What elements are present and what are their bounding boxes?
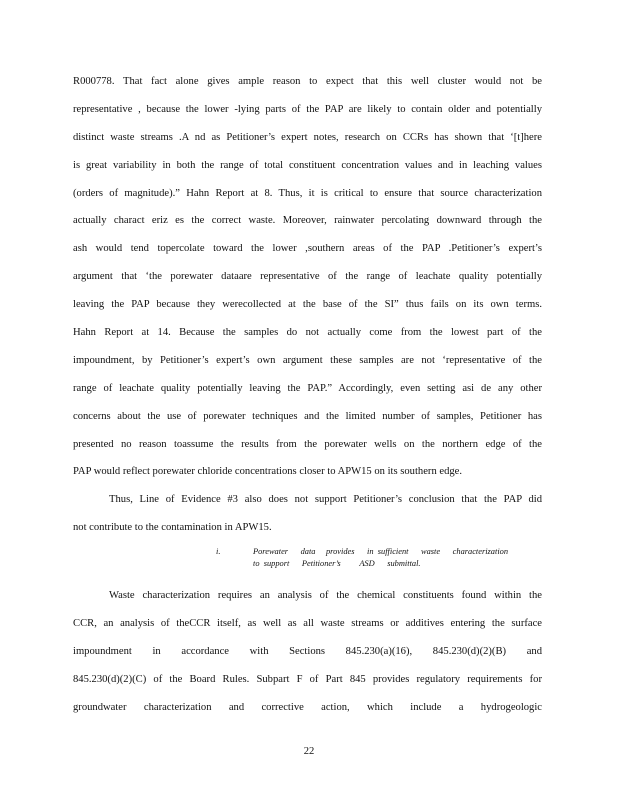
text-line: Thus, Line of Evidence #3 also does not support Petitioner’s conclusion that the PAP did [109,494,542,506]
text-line: CCR, an analysis of theCCR itself, as well as all waste streams or additives entering the surface [73,617,542,629]
text-line: impoundment in accordance with Sections 845.230(a)(16), 845.230(d)(2)(B) and [73,645,542,657]
subheading-line-1: Porewater data provides in sufficient waste characterization [253,547,509,556]
text-line: actually charact eriz es the correct waste. Moreover, rainwater percolating downward through the [73,215,542,227]
text-line: (orders of magnitude).” Hahn Report at 8. Thus, it is critical to ensure that source characterization [73,187,542,199]
text-line: PAP would reflect porewater chloride concentrations closer to APW15 on its southern edge. [73,466,463,478]
subheading-line-2: to support Petitioner’s ASD submittal. [253,559,421,568]
text-line: range of leachate quality potentially leaving the PAP.” Accordingly, even setting asi de any other [73,382,542,394]
text-line: representative , because the lower -lying parts of the PAP are likely to contain older and potentially [73,103,542,115]
text-line: Hahn Report at 14. Because the samples do not actually come from the lowest part of the [73,327,542,339]
text-line: not contribute to the contamination in APW15. [73,522,272,534]
page-number: 22 [303,746,315,757]
text-line: distinct waste streams .A nd as Petitioner’s expert notes, research on CCRs has shown that ‘[t]here [73,131,542,143]
text-line: ash would tend topercolate toward the lower ,southern areas of the PAP .Petitioner’s expert’s [73,243,542,255]
text-line: concerns about the use of porewater techniques and the limited number of samples, Petitioner has [73,410,542,422]
text-line: R000778. That fact alone gives ample reason to expect that this well cluster would not be [73,76,542,87]
text-line: Waste characterization requires an analysis of the chemical constituents found within the [109,590,542,601]
text-line: presented no reason toassume the results from the porewater wells on the northern edge of the [73,438,542,450]
paragraph-3 [73,582,542,721]
text-line: is great variability in both the range of total constituent concentration values and in leaching values [73,159,542,171]
section-subheading [216,546,516,570]
paragraph-1 [73,68,542,542]
text-line: groundwater characterization and corrective action, which include a hydrogeologic [73,701,542,713]
text-line: leaving the PAP because they werecollected at the base of the SI” thus fails on its own terms. [73,299,542,311]
subheading-number: i. [216,547,221,556]
text-line: argument that ‘the porewater dataare representative of the range of leachate quality potentially [73,271,542,283]
text-line: impoundment, by Petitioner’s expert’s own argument these samples are not ‘representative of the [73,354,542,366]
text-line: 845.230(d)(2)(C) of the Board Rules. Subpart F of Part 845 provides regulatory requirements for [73,673,542,685]
